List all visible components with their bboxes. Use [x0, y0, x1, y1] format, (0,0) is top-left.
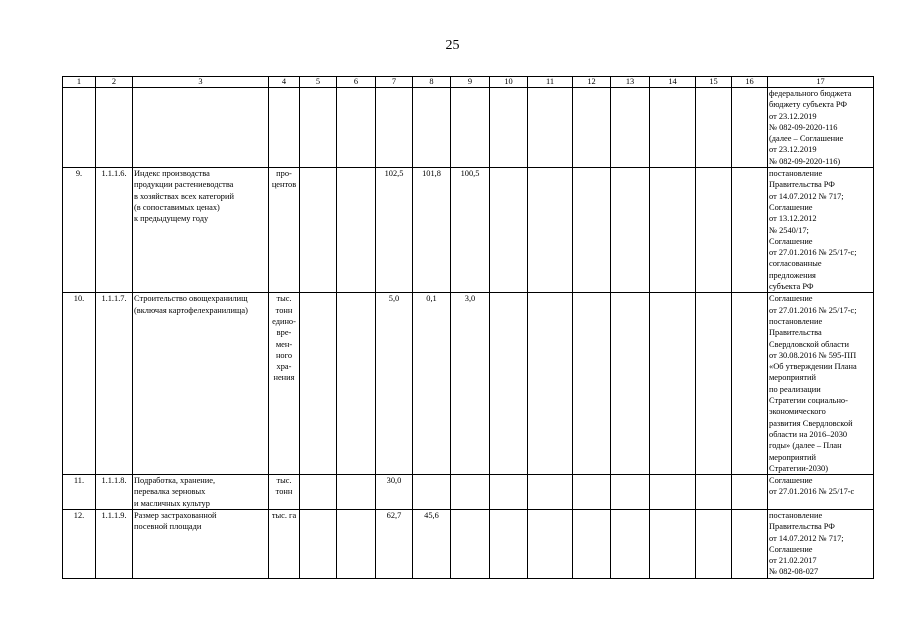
unit-cell: тыс. тонн едино- вре- мен- ного хра- нения [269, 293, 300, 475]
value-cell [573, 475, 611, 510]
column-header: 14 [650, 77, 696, 88]
row-number-cell: 11. [63, 475, 96, 510]
table-row [63, 475, 874, 510]
value-cell [528, 168, 573, 293]
value-cell [300, 88, 337, 168]
value-cell [696, 88, 732, 168]
page-number: 25 [445, 38, 460, 53]
value-cell [413, 475, 451, 510]
value-cell [611, 168, 650, 293]
value-cell [337, 168, 376, 293]
source-cell: Соглашение от 27.01.2016 № 25/17-с [768, 475, 874, 510]
unit-cell: тыс. га [269, 509, 300, 578]
value-cell [300, 509, 337, 578]
value-cell [451, 475, 490, 510]
code-cell: 1.1.1.9. [96, 509, 133, 578]
column-header: 6 [337, 77, 376, 88]
value-cell [573, 509, 611, 578]
value-cell [528, 509, 573, 578]
value-cell [376, 88, 413, 168]
source-cell: Соглашение от 27.01.2016 № 25/17-с; постановление Правительства Свердловской области от 30.08.2016 № 595-ПП «Об утверждении Плана мероприятий по реализации Стратегии социально- экономического развития Свердловской области на 2016–2030 годы» (далее – План мероприятий Стратегии-2030) [768, 293, 874, 475]
value-cell [573, 293, 611, 475]
column-header: 7 [376, 77, 413, 88]
value-cell [611, 293, 650, 475]
code-cell [96, 88, 133, 168]
column-header: 9 [451, 77, 490, 88]
column-header: 8 [413, 77, 451, 88]
table-row [63, 509, 874, 578]
column-header: 12 [573, 77, 611, 88]
column-number-row [63, 77, 874, 88]
column-header: 3 [133, 77, 269, 88]
value-cell [732, 168, 768, 293]
value-cell [573, 88, 611, 168]
value-cell [611, 88, 650, 168]
value-cell [611, 509, 650, 578]
value-cell [650, 88, 696, 168]
value-cell [490, 88, 528, 168]
column-header: 16 [732, 77, 768, 88]
column-header: 4 [269, 77, 300, 88]
column-header: 17 [768, 77, 874, 88]
value-cell [696, 475, 732, 510]
value-cell: 62,7 [376, 509, 413, 578]
value-cell [696, 293, 732, 475]
value-cell [650, 293, 696, 475]
value-cell [337, 475, 376, 510]
indicator-name-cell: Строительство овощехранилищ (включая картофелехранилища) [133, 293, 269, 475]
value-cell: 0,1 [413, 293, 451, 475]
table-row [63, 168, 874, 293]
unit-cell: тыс. тонн [269, 475, 300, 510]
value-cell [650, 509, 696, 578]
row-number-cell: 10. [63, 293, 96, 475]
row-number-cell: 9. [63, 168, 96, 293]
value-cell: 102,5 [376, 168, 413, 293]
source-cell: постановление Правительства РФ от 14.07.2012 № 717; Соглашение от 13.12.2012 № 2540/17; Соглашение от 27.01.2016 № 25/17-с; согласованные предложения субъекта РФ [768, 168, 874, 293]
value-cell [573, 168, 611, 293]
value-cell [413, 88, 451, 168]
value-cell [650, 475, 696, 510]
column-header: 13 [611, 77, 650, 88]
value-cell [696, 168, 732, 293]
value-cell [337, 293, 376, 475]
value-cell [490, 168, 528, 293]
value-cell [337, 509, 376, 578]
value-cell: 30,0 [376, 475, 413, 510]
table-row [63, 293, 874, 475]
table-row [63, 88, 874, 168]
value-cell [732, 88, 768, 168]
value-cell [732, 293, 768, 475]
value-cell [300, 475, 337, 510]
value-cell [528, 88, 573, 168]
value-cell [490, 475, 528, 510]
value-cell [732, 475, 768, 510]
value-cell [337, 88, 376, 168]
value-cell: 101,8 [413, 168, 451, 293]
value-cell [490, 293, 528, 475]
value-cell: 5,0 [376, 293, 413, 475]
value-cell [300, 168, 337, 293]
value-cell [451, 509, 490, 578]
column-header: 1 [63, 77, 96, 88]
value-cell: 3,0 [451, 293, 490, 475]
value-cell [451, 88, 490, 168]
value-cell [650, 168, 696, 293]
indicator-name-cell: Подработка, хранение, перевалка зерновых и масличных культур [133, 475, 269, 510]
value-cell [528, 293, 573, 475]
row-number-cell [63, 88, 96, 168]
source-cell: федерального бюджета бюджету субъекта РФ от 23.12.2019 № 082-09-2020-116 (далее – Соглашение от 23.12.2019 № 082-09-2020-116) [768, 88, 874, 168]
indicator-name-cell [133, 88, 269, 168]
column-header: 11 [528, 77, 573, 88]
value-cell [611, 475, 650, 510]
indicator-name-cell: Индекс производства продукции растениеводства в хозяйствах всех категорий (в сопоставимых ценах) к предыдущему году [133, 168, 269, 293]
indicators-table [62, 76, 874, 579]
code-cell: 1.1.1.7. [96, 293, 133, 475]
value-cell [732, 509, 768, 578]
source-cell: постановление Правительства РФ от 14.07.2012 № 717; Соглашение от 21.02.2017 № 082-08-027 [768, 509, 874, 578]
value-cell [696, 509, 732, 578]
code-cell: 1.1.1.8. [96, 475, 133, 510]
unit-cell [269, 88, 300, 168]
value-cell [300, 293, 337, 475]
value-cell: 100,5 [451, 168, 490, 293]
indicator-name-cell: Размер застрахованной посевной площади [133, 509, 269, 578]
unit-cell: про- центов [269, 168, 300, 293]
value-cell [490, 509, 528, 578]
column-header: 2 [96, 77, 133, 88]
column-header: 15 [696, 77, 732, 88]
row-number-cell: 12. [63, 509, 96, 578]
value-cell: 45,6 [413, 509, 451, 578]
column-header: 10 [490, 77, 528, 88]
column-header: 5 [300, 77, 337, 88]
code-cell: 1.1.1.6. [96, 168, 133, 293]
value-cell [528, 475, 573, 510]
